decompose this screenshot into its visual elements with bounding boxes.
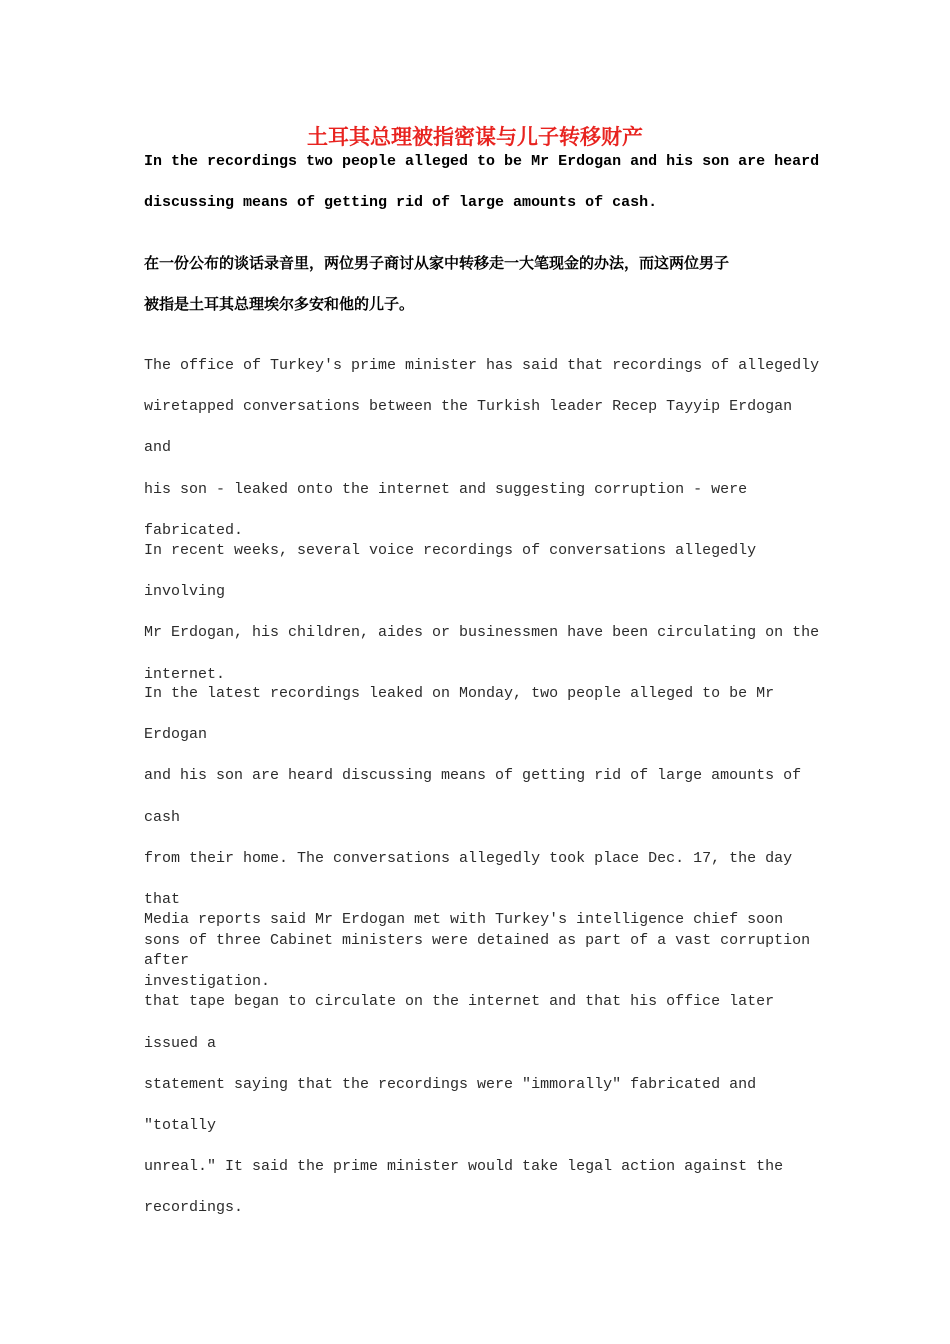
body-paragraph-3: In the latest recordings leaked on Monday, two people alleged to be Mr Erdogan and his son are heard discussing means of getting rid of large amounts of cash from their home. The conversations allegedly took place Dec. 17, the day that sons of three Cabinet ministers were detained as part of a vast corruption investigation.	[144, 685, 811, 991]
body-paragraph-2: In recent weeks, several voice recordings of conversations allegedly involving Mr Erdogan, his children, aides or businessmen have been circulating on the internet.	[144, 542, 820, 683]
body-paragraph-4: Media reports said Mr Erdogan met with Turkey's intelligence chief soon after that tape began to circulate on the internet and that his office later issued a statement saying that the recordings were "immorally" fabricated and "totally unreal." It said the prime minister would take legal action against the recordings.	[144, 911, 784, 1217]
english-summary-paragraph: In the recordings two people alleged to be Mr Erdogan and his son are heard discussing means of getting rid of large amounts of cash.	[144, 153, 820, 212]
body-paragraph-1: The office of Turkey's prime minister has said that recordings of allegedly wiretapped conversations between the Turkish leader Recep Tayyip Erdogan and his son - leaked onto the internet and suggesting corruption - were fabricated.	[144, 357, 820, 539]
chinese-summary-paragraph: 在一份公布的谈话录音里，两位男子商讨从家中转移走一大笔现金的办法，而这两位男子 被指是土耳其总理埃尔多安和他的儿子。	[144, 254, 730, 314]
document-title: 土耳其总理被指密谋与儿子转移财产	[307, 125, 643, 149]
